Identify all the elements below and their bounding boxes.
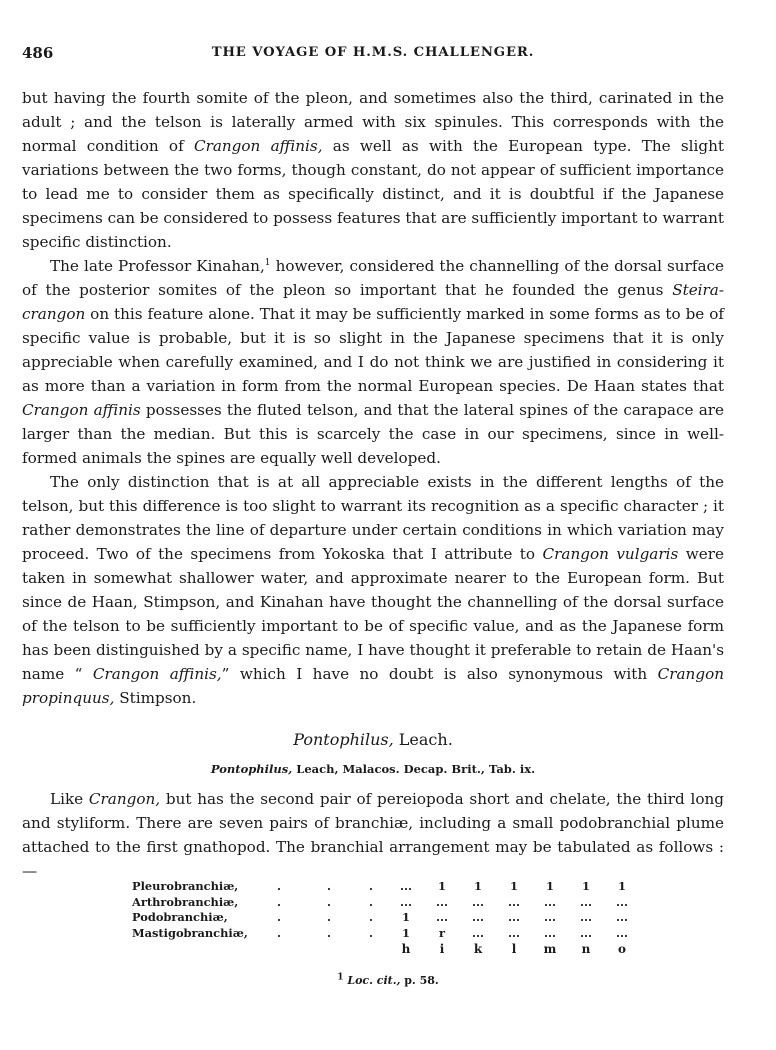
empty-cell: [354, 941, 388, 957]
column-letter: h: [401, 942, 411, 957]
genus-author: Leach.: [393, 730, 453, 749]
column-letter: k: [473, 942, 483, 957]
p3-text-d: Stimpson.: [114, 689, 197, 707]
column-letter: i: [439, 942, 445, 957]
footnote-citation: Loc. cit.,: [347, 974, 401, 987]
table-cell: ...: [436, 894, 448, 909]
leader-dot: .: [369, 878, 373, 893]
table-cell: ...: [400, 878, 412, 893]
genus-description: [22, 787, 724, 883]
table-cell: ...: [544, 926, 556, 941]
table-cell: ...: [616, 910, 628, 925]
desc-text-a: Like: [50, 790, 89, 808]
genus-heading: [22, 729, 724, 751]
p2-genus: Steira-crangon: [22, 281, 724, 323]
table-cell: 1: [402, 926, 410, 941]
p3-text-c: ” which I have no doubt is also synonymous with: [221, 665, 658, 683]
row-label: Pleurobranchiæ,: [132, 878, 239, 893]
leader-dot: .: [369, 926, 373, 941]
leader-dot: .: [277, 878, 281, 893]
table-cell: ...: [472, 926, 484, 941]
table-cell: ...: [580, 926, 592, 941]
row-label: Mastigobranchiæ,: [132, 926, 248, 941]
p1-text-a: but having the fourth somite of the pleon, and sometimes also the third, carinated in the adult ; and the telson is laterally armed with six spinules. This corresponds with the normal condition of: [22, 89, 724, 155]
p3-species-3: Crangon propinquus,: [22, 665, 724, 707]
table-cell: ...: [400, 894, 412, 909]
footnote-marker: 1: [264, 257, 271, 268]
p2-text-d: possesses the fluted telson, and that the lateral spines of the carapace are larger than the median. But this is scarcely the case in our specimens, since in well-formed animals the spines are equally well developed.: [22, 401, 724, 467]
page-header: [22, 44, 724, 66]
leader-dot: .: [369, 894, 373, 909]
leader-dot: .: [277, 910, 281, 925]
table-cell: ...: [472, 910, 484, 925]
table-cell: ...: [508, 926, 520, 941]
ref-genus: Pontophilus,: [210, 762, 293, 776]
table-cell: 1: [402, 910, 410, 925]
table-cell: 1: [618, 878, 626, 893]
footnote: [0, 974, 776, 987]
table-cell: ...: [544, 894, 556, 909]
p1-text-b: as well as with the European type. The slight variations between the two forms, though constant, do not appear of sufficient importance to lead me to consider them as specifically distinct, and it is doubtful if the Japanese specimens can be considered to possess features that are sufficiently important to warrant specific distinction.: [22, 137, 724, 251]
leader-dot: .: [327, 910, 331, 925]
p2-text-b: however, considered the channelling of the dorsal surface of the posterior somites of the pleon so important that he founded the genus: [22, 257, 724, 299]
p2-text-c: on this feature alone. That it may be sufficiently marked in some forms as to be of specific value is probable, but it is so slight in the Japanese specimens that it is only appreciable when carefully examined, and I do not think we are justified in considering it as more than a variation in form from the normal European species. De Haan states that: [22, 305, 724, 395]
paragraph-3: [22, 470, 724, 710]
p1-species: Crangon affinis,: [193, 137, 323, 155]
table-cell: ...: [436, 910, 448, 925]
row-label: Podobranchiæ,: [132, 910, 228, 925]
ref-citation: Leach, Malacos. Decap. Brit., Tab. ix.: [292, 762, 536, 776]
table-cell: r: [438, 926, 445, 941]
leader-dot: .: [327, 894, 331, 909]
leader-dot: .: [327, 878, 331, 893]
table-row: [132, 894, 640, 910]
table-row: [132, 910, 640, 926]
table-letters-row: [132, 941, 640, 957]
p3-species-1: Crangon vulgaris: [542, 545, 679, 563]
page-number: 486: [22, 44, 54, 62]
table-row: [132, 878, 640, 894]
table-cell: ...: [580, 894, 592, 909]
column-letter: m: [543, 942, 557, 957]
table-cell: ...: [616, 894, 628, 909]
empty-cell: [132, 941, 254, 957]
leader-dot: .: [369, 910, 373, 925]
running-title: THE VOYAGE OF H.M.S. CHALLENGER.: [211, 45, 535, 60]
table-row: [132, 925, 640, 941]
desc-text-b: but has the second pair of pereiopoda short and chelate, the third long and styliform. There are seven pairs of branchiæ, including a small podobranchial plume attached to the first gnathopod. The branchial arrangement may be tabulated as follows :—: [22, 790, 724, 880]
leader-dot: .: [277, 926, 281, 941]
column-letter: l: [511, 942, 517, 957]
empty-cell: [254, 941, 304, 957]
p2-text-a: The late Professor Kinahan,: [50, 257, 265, 275]
genus-name: Pontophilus,: [293, 730, 394, 749]
table-cell: 1: [474, 878, 482, 893]
table-cell: ...: [472, 894, 484, 909]
footnote-page: p. 58.: [400, 974, 439, 987]
table-cell: ...: [580, 910, 592, 925]
p3-species-2: Crangon affinis,: [92, 665, 222, 683]
table-cell: ...: [544, 910, 556, 925]
table-cell: 1: [546, 878, 554, 893]
row-label: Arthrobranchiæ,: [132, 894, 239, 909]
column-letter: n: [581, 942, 591, 957]
empty-cell: [304, 941, 354, 957]
paragraph-2: [22, 254, 724, 470]
p3-text-b: were taken in somewhat shallower water, and approximate nearer to the European form. But since de Haan, Stimpson, and Kinahan have thought the channelling of the dorsal surface of the telson to be sufficiently important to be of specific value, and as the Japanese form has been distinguished by a specific name, I have thought it preferable to retain de Haan's name “: [22, 545, 724, 683]
table-cell: ...: [508, 910, 520, 925]
table-cell: 1: [438, 878, 446, 893]
genus-section: [22, 729, 724, 883]
p2-species: Crangon affinis: [22, 401, 141, 419]
table-cell: ...: [616, 926, 628, 941]
paragraph-1: [22, 86, 724, 254]
leader-dot: .: [327, 926, 331, 941]
table-cell: 1: [582, 878, 590, 893]
body-text: [22, 86, 724, 710]
table-cell: 1: [510, 878, 518, 893]
column-letter: o: [617, 942, 626, 957]
branchial-table: [132, 878, 640, 957]
leader-dot: .: [277, 894, 281, 909]
footnote-mark: 1: [337, 972, 344, 983]
p3-text-a: The only distinction that is at all appreciable exists in the different lengths of the telson, but this difference is too slight to warrant its recognition as a specific character ; it rather demonstrates the line of departure under certain conditions in which variation may proceed. Two of the specimens from Yokoska that I attribute to: [22, 473, 724, 563]
genus-reference: [22, 761, 724, 777]
table-cell: ...: [508, 894, 520, 909]
desc-genus: Crangon,: [88, 790, 161, 808]
